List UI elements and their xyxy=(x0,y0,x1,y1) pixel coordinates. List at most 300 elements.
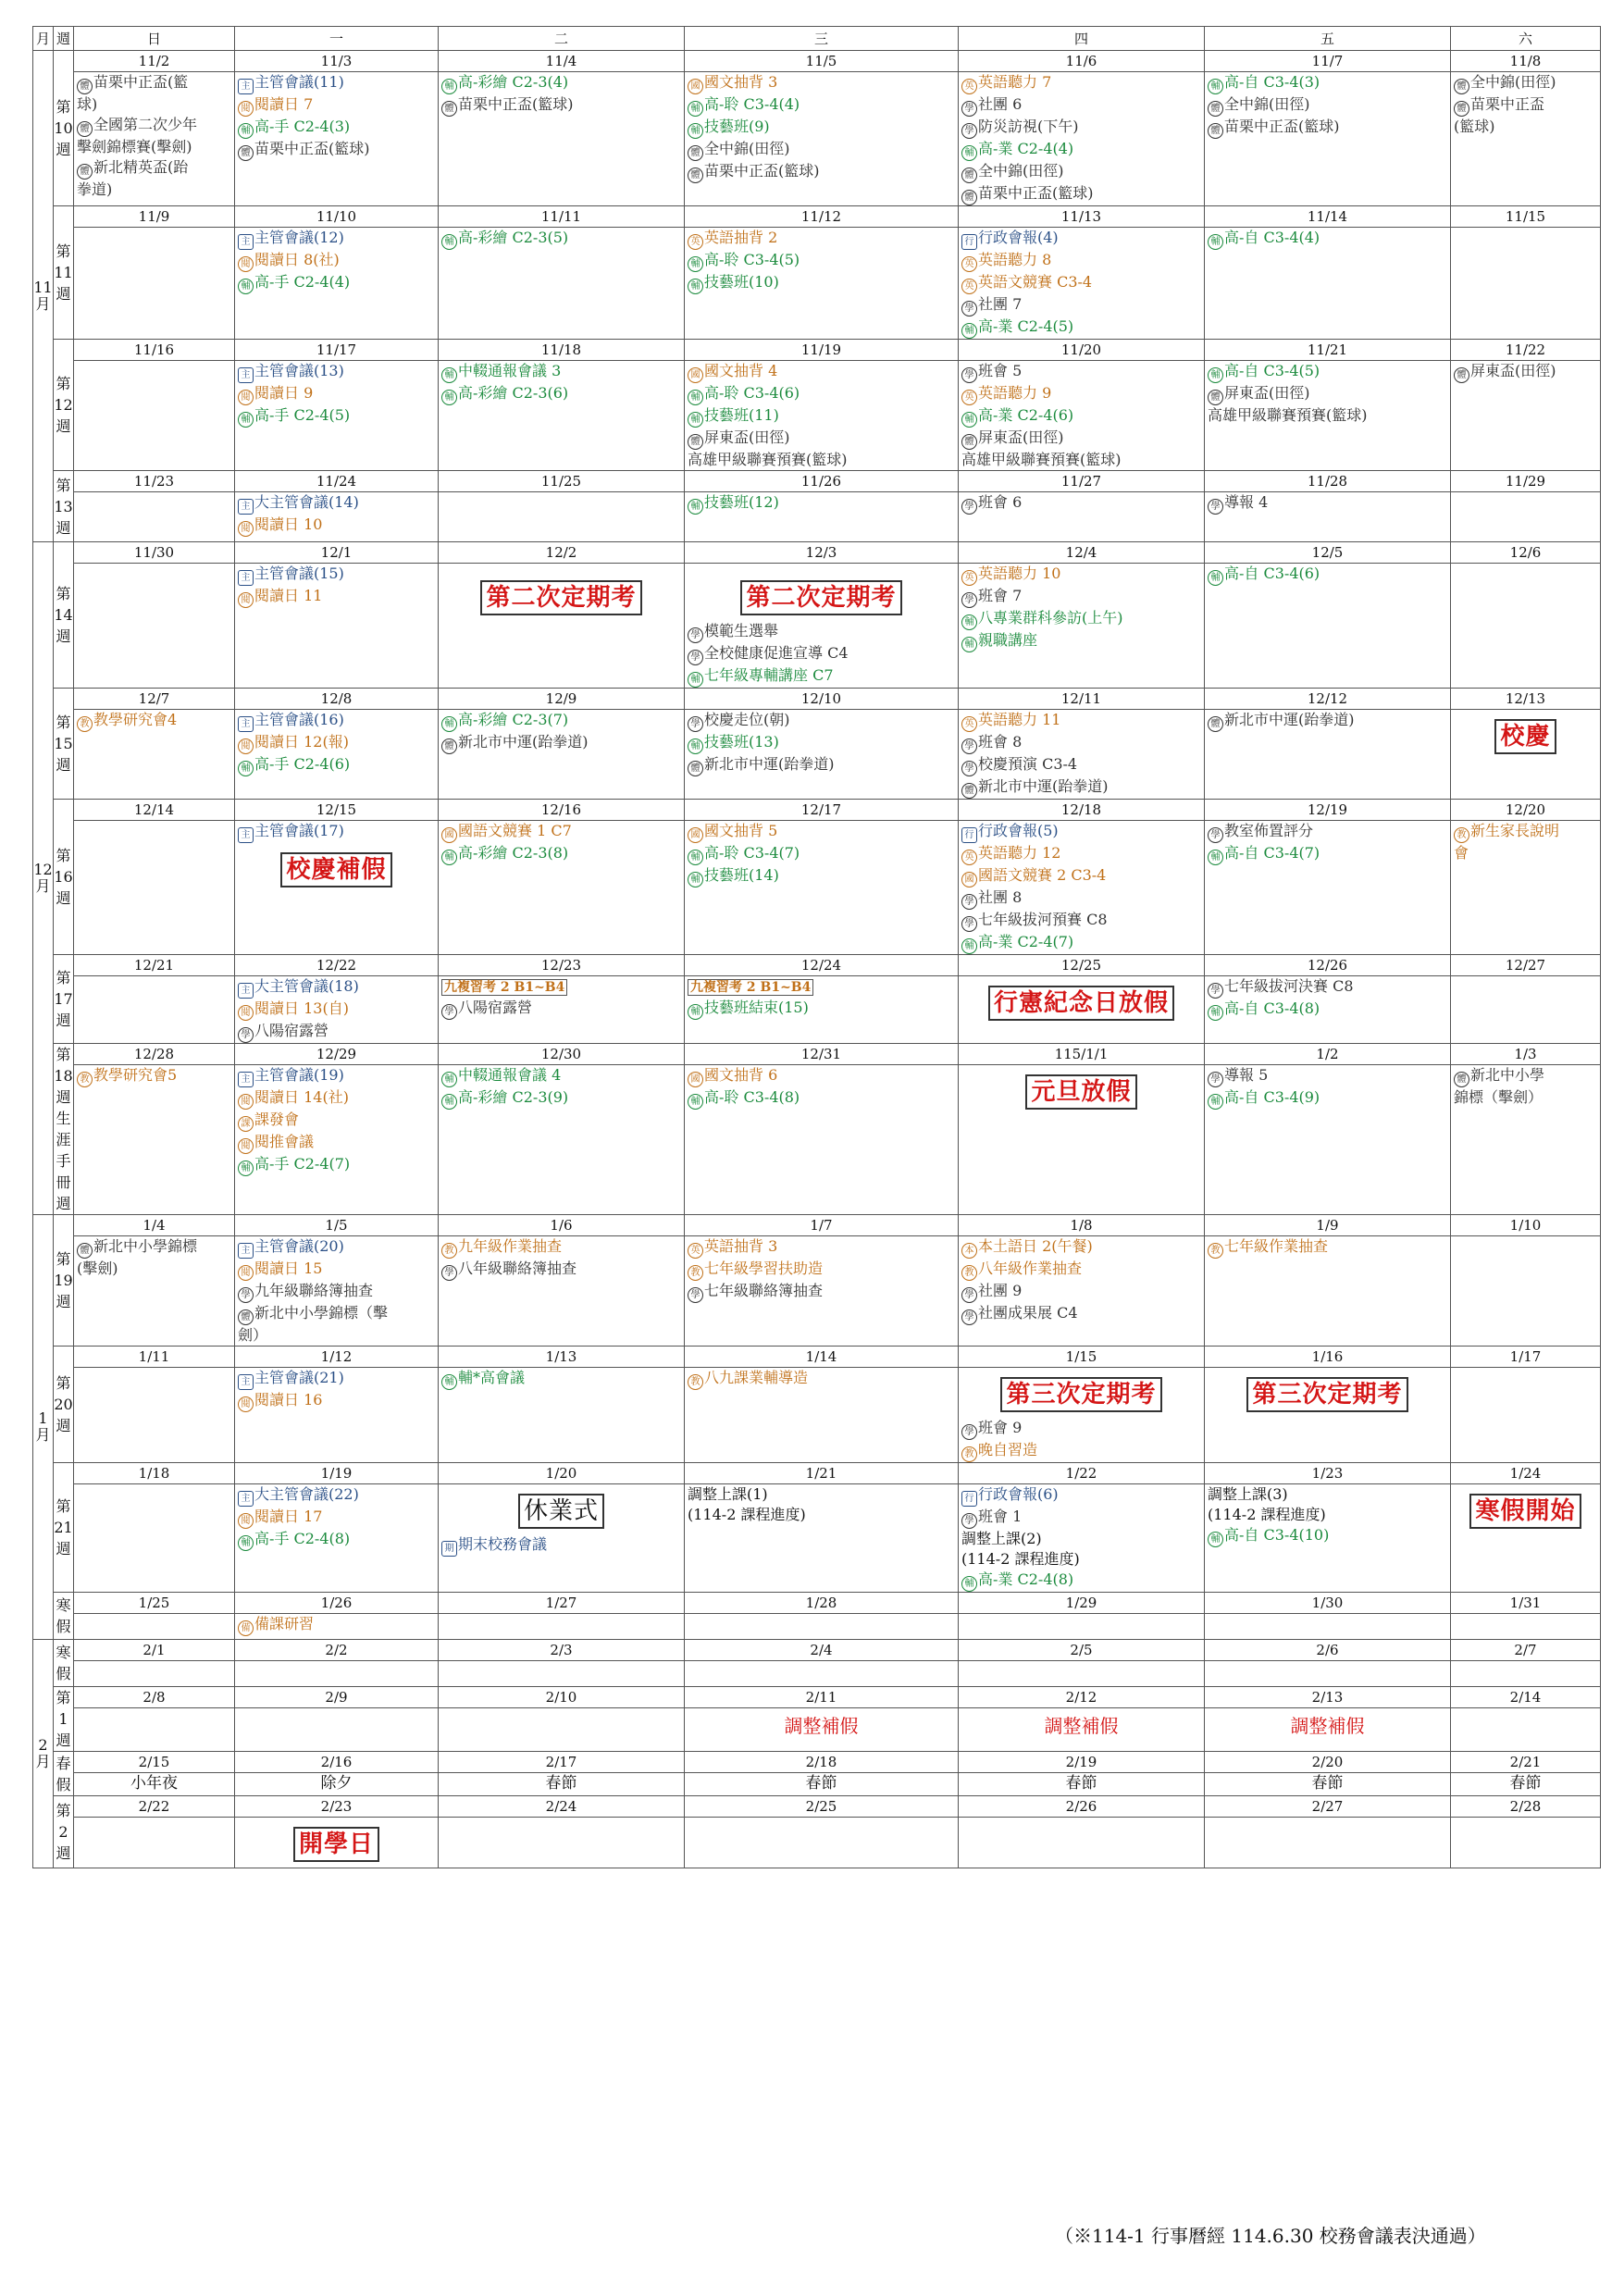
event-text: 七年級拔河決賽 C8 xyxy=(1224,977,1354,995)
category-icon: 輔 xyxy=(441,1374,457,1390)
event-item xyxy=(685,865,958,887)
footer-note: （※114-1 行事曆經 114.6.30 校務會議表決通過） xyxy=(1055,2225,1486,2247)
day-cell xyxy=(235,1687,439,1752)
exam-tag: 九複習考 2 B1~B4 xyxy=(688,979,813,996)
day-cell xyxy=(235,1215,439,1347)
header-wed: 三 xyxy=(685,27,959,51)
event-text: 調整上課(2) xyxy=(961,1530,1042,1547)
category-icon: 體 xyxy=(441,101,457,117)
date-label: 1/22 xyxy=(959,1463,1204,1484)
category-icon: 輔 xyxy=(688,872,703,887)
category-icon: 學 xyxy=(961,367,977,383)
category-icon: 輔 xyxy=(441,367,457,383)
date-label: 12/29 xyxy=(235,1044,438,1065)
category-icon: 輔 xyxy=(688,499,703,515)
date-label: 12/20 xyxy=(1451,800,1600,821)
date-label: 1/27 xyxy=(439,1593,684,1614)
day-cell xyxy=(74,51,235,206)
category-icon: 英 xyxy=(961,279,977,294)
day-cell xyxy=(235,1796,439,1868)
event-item xyxy=(959,361,1204,383)
date-label: 11/7 xyxy=(1205,51,1450,72)
header-sat: 六 xyxy=(1451,27,1601,51)
event-text: 導報 4 xyxy=(1224,493,1269,511)
event-text: 高-手 C2-4(4) xyxy=(254,273,351,291)
event-text: 親職講座 xyxy=(978,631,1038,649)
month-cell: 2 月 xyxy=(33,1640,54,1868)
event-item xyxy=(235,272,438,294)
date-label: 2/12 xyxy=(959,1687,1204,1708)
event-text: 社團成果展 C4 xyxy=(978,1304,1078,1322)
event-item xyxy=(1205,405,1450,426)
event-item xyxy=(74,115,234,157)
event-text: 全中錦(田徑) xyxy=(704,140,790,157)
event-text: 英語文競賽 C3-4 xyxy=(978,273,1093,291)
event-item xyxy=(235,1390,438,1412)
category-icon: 教 xyxy=(1454,827,1469,843)
event-item xyxy=(959,250,1204,272)
event-item xyxy=(959,294,1204,316)
category-icon: 主 xyxy=(238,1491,254,1507)
day-cell xyxy=(74,1640,235,1687)
event-item xyxy=(235,228,438,250)
event-item xyxy=(235,1110,438,1132)
event-item xyxy=(235,1614,438,1636)
day-cell xyxy=(439,1796,685,1868)
event-text: 高-聆 C3-4(4) xyxy=(704,95,800,113)
event-item xyxy=(959,887,1204,910)
category-icon: 輔 xyxy=(1208,850,1223,865)
event-item xyxy=(235,732,438,754)
event-text: 國語文競賽 2 C3-4 xyxy=(978,866,1107,884)
date-label: 1/19 xyxy=(235,1463,438,1484)
event-text: 高-業 C2-4(7) xyxy=(978,933,1074,950)
event-item xyxy=(235,72,438,94)
event-text: 屏東盃(田徑) xyxy=(1224,384,1310,402)
date-label: 11/10 xyxy=(235,206,438,228)
event-text: 八九課業輔導造 xyxy=(704,1369,809,1386)
event-text: 國文抽背 4 xyxy=(704,362,778,379)
event-text: 八陽宿露營 xyxy=(254,1022,329,1039)
event-item xyxy=(959,564,1204,586)
event-item xyxy=(959,1549,1204,1570)
week-label: 第 2 週 xyxy=(54,1796,74,1868)
date-label: 12/24 xyxy=(685,955,958,976)
holiday-note: 小年夜 xyxy=(130,1774,178,1793)
day-cell xyxy=(959,800,1205,955)
holiday-note: 調整補假 xyxy=(1044,1715,1119,1737)
category-icon: 輔 xyxy=(688,1004,703,1020)
day-cell xyxy=(685,1347,959,1463)
category-icon: 體 xyxy=(1208,101,1223,117)
day-cell xyxy=(685,1796,959,1868)
day-cell xyxy=(1205,51,1451,206)
category-icon: 英 xyxy=(961,390,977,405)
day-cell xyxy=(685,1687,959,1752)
event-text: 主管會議(11) xyxy=(254,73,344,91)
event-text: 高雄甲級聯賽預賽(籃球) xyxy=(1208,406,1368,424)
category-icon: 體 xyxy=(688,761,703,776)
event-item xyxy=(685,383,958,405)
event-text: 行政會報(5) xyxy=(978,822,1059,839)
category-icon: 學 xyxy=(961,101,977,117)
day-cell xyxy=(439,1463,685,1593)
date-label: 2/27 xyxy=(1205,1796,1450,1818)
event-item xyxy=(685,139,958,161)
category-icon: 英 xyxy=(961,716,977,732)
day-cell xyxy=(439,542,685,689)
event-text: 高-自 C3-4(4) xyxy=(1224,229,1320,246)
event-item xyxy=(959,228,1204,250)
category-icon: 輔 xyxy=(961,1576,977,1592)
day-cell xyxy=(1451,1347,1601,1463)
day-cell xyxy=(235,51,439,206)
event-item xyxy=(439,843,684,865)
event-text: 中輟通報會議 3 xyxy=(458,362,562,379)
day-cell xyxy=(685,689,959,800)
date-label: 1/9 xyxy=(1205,1215,1450,1236)
week-row xyxy=(33,955,1601,1044)
category-icon: 學 xyxy=(688,1287,703,1303)
category-icon: 閱 xyxy=(238,521,254,537)
category-icon: 期 xyxy=(441,1541,457,1557)
event-item xyxy=(685,450,958,470)
event-text: 新北精英盃(跆 拳道) xyxy=(77,158,189,198)
event-text: 苗栗中正盃(籃 球) xyxy=(77,73,189,113)
event-text: 英語抽背 3 xyxy=(704,1237,778,1255)
day-cell xyxy=(1205,1796,1451,1868)
day-cell xyxy=(439,689,685,800)
day-cell xyxy=(685,471,959,542)
event-text: 班會 6 xyxy=(978,493,1023,511)
event-item xyxy=(1205,976,1450,999)
date-label: 1/24 xyxy=(1451,1463,1600,1484)
event-text: 苗栗中正盃(籃球) xyxy=(704,162,820,180)
header-sun: 日 xyxy=(74,27,235,51)
category-icon: 學 xyxy=(961,916,977,932)
category-icon: 學 xyxy=(238,1287,254,1303)
event-text: 閱讀日 17 xyxy=(254,1508,323,1525)
event-item xyxy=(1205,1087,1450,1110)
event-text: 高-手 C2-4(8) xyxy=(254,1530,351,1547)
day-cell xyxy=(74,206,235,340)
event-text: 新北市中運(跆拳道) xyxy=(704,755,835,773)
category-icon: 輔 xyxy=(688,412,703,428)
event-item xyxy=(959,865,1204,887)
event-text: 新北市中運(跆拳道) xyxy=(978,777,1109,795)
date-label: 11/21 xyxy=(1205,340,1450,361)
date-label: 12/3 xyxy=(685,542,958,564)
event-item xyxy=(439,1065,684,1087)
event-item xyxy=(235,976,438,999)
category-icon: 體 xyxy=(688,434,703,450)
event-text: 教學研究會5 xyxy=(93,1066,178,1084)
category-icon: 主 xyxy=(238,367,254,383)
category-icon: 輔 xyxy=(238,761,254,776)
event-item xyxy=(959,821,1204,843)
week-label: 第 17 週 xyxy=(54,955,74,1044)
day-cell xyxy=(74,1593,235,1640)
date-label: 11/6 xyxy=(959,51,1204,72)
date-label: 12/4 xyxy=(959,542,1204,564)
day-cell xyxy=(439,471,685,542)
event-text: 全中錦(田徑) xyxy=(1470,73,1556,91)
date-label: 2/20 xyxy=(1205,1752,1450,1773)
event-item xyxy=(1451,1065,1600,1108)
event-text: 閱讀日 16 xyxy=(254,1391,323,1409)
event-item xyxy=(1205,710,1450,732)
event-item xyxy=(959,608,1204,630)
month-cell: 11 月 xyxy=(33,51,54,542)
event-text: 苗栗中正盃(籃球) xyxy=(458,95,574,113)
week-row xyxy=(33,1752,1601,1796)
day-cell xyxy=(685,51,959,206)
event-text: 班會 8 xyxy=(978,733,1023,751)
major-event-label: 第三次定期考 xyxy=(1246,1377,1407,1412)
event-item xyxy=(685,1368,958,1390)
category-icon: 主 xyxy=(238,716,254,732)
category-icon: 輔 xyxy=(1208,79,1223,94)
week-label: 寒 假 xyxy=(54,1640,74,1687)
event-item xyxy=(959,1529,1204,1549)
event-text: 高-聆 C3-4(7) xyxy=(704,844,800,862)
day-cell xyxy=(959,542,1205,689)
date-label: 12/21 xyxy=(74,955,234,976)
holiday-note: 春節 xyxy=(545,1774,577,1793)
event-text: 苗栗中正盃(籃球) xyxy=(978,184,1094,202)
event-text: 閱推會議 xyxy=(254,1133,315,1150)
header-fri: 五 xyxy=(1205,27,1451,51)
date-label: 1/4 xyxy=(74,1215,234,1236)
event-item xyxy=(959,383,1204,405)
event-text: 閱讀日 9 xyxy=(254,384,314,402)
event-text: 高-自 C3-4(7) xyxy=(1224,844,1320,862)
category-icon: 主 xyxy=(238,234,254,250)
event-item xyxy=(235,1281,438,1303)
date-label: 12/15 xyxy=(235,800,438,821)
event-text: (114-2 課程進度) xyxy=(961,1550,1080,1568)
category-icon: 英 xyxy=(961,256,977,272)
event-text: 苗栗中正盃(籃球) xyxy=(254,140,370,157)
date-label: 2/16 xyxy=(235,1752,438,1773)
week-label: 第 18 週 生 涯 手 冊 週 xyxy=(54,1044,74,1215)
holiday-note: 春節 xyxy=(1311,1774,1344,1793)
event-text: 高-彩繪 C2-3(9) xyxy=(458,1088,569,1106)
date-label: 11/3 xyxy=(235,51,438,72)
event-item xyxy=(439,1368,684,1390)
event-text: 新北市中運(跆拳道) xyxy=(1224,711,1355,728)
major-event-label: 第三次定期考 xyxy=(1000,1377,1161,1412)
date-label: 2/25 xyxy=(685,1796,958,1818)
day-cell xyxy=(1451,51,1601,206)
category-icon: 輔 xyxy=(238,279,254,294)
day-cell xyxy=(959,1463,1205,1593)
date-label: 12/10 xyxy=(685,689,958,710)
day-cell xyxy=(685,955,959,1044)
day-cell xyxy=(1205,471,1451,542)
date-label: 12/23 xyxy=(439,955,684,976)
date-label: 1/20 xyxy=(439,1463,684,1484)
event-item xyxy=(685,1087,958,1110)
event-text: 高-自 C3-4(6) xyxy=(1224,565,1320,582)
event-item xyxy=(439,1259,684,1281)
event-text: 模範生選舉 xyxy=(704,622,779,639)
event-item xyxy=(959,1281,1204,1303)
day-cell xyxy=(1205,542,1451,689)
day-cell xyxy=(1451,1752,1601,1796)
event-item xyxy=(685,405,958,428)
event-item xyxy=(959,1259,1204,1281)
major-event-label: 元旦放假 xyxy=(1025,1074,1136,1110)
event-item xyxy=(685,361,958,383)
day-cell xyxy=(1451,340,1601,471)
category-icon: 行 xyxy=(961,827,977,843)
day-cell xyxy=(1205,689,1451,800)
day-cell xyxy=(439,51,685,206)
event-text: 全國第二次少年 擊劍錦標賽(擊劍) xyxy=(77,116,198,155)
category-icon: 閱 xyxy=(238,390,254,405)
date-label: 12/14 xyxy=(74,800,234,821)
event-item xyxy=(959,117,1204,139)
category-icon: 閱 xyxy=(238,592,254,608)
event-text: 大主管會議(14) xyxy=(254,493,359,511)
event-text: 高-彩繪 C2-3(6) xyxy=(458,384,569,402)
event-item xyxy=(685,998,958,1020)
event-item xyxy=(1205,1236,1450,1259)
event-text: 高-自 C3-4(3) xyxy=(1224,73,1320,91)
day-cell xyxy=(235,471,439,542)
event-item xyxy=(1451,821,1600,863)
category-icon: 學 xyxy=(441,1265,457,1281)
day-cell xyxy=(235,1593,439,1640)
day-cell xyxy=(685,1640,959,1687)
event-text: 高-自 C3-4(5) xyxy=(1224,362,1320,379)
event-item xyxy=(959,316,1204,339)
event-text: 校慶走位(朝) xyxy=(704,711,790,728)
category-icon: 輔 xyxy=(1208,570,1223,586)
day-cell xyxy=(74,800,235,955)
date-label: 1/3 xyxy=(1451,1044,1600,1065)
event-item xyxy=(959,405,1204,428)
category-icon: 輔 xyxy=(688,1094,703,1110)
week-label: 第 19 週 xyxy=(54,1215,74,1347)
event-text: 技藝班(10) xyxy=(704,273,779,291)
day-cell xyxy=(959,1347,1205,1463)
date-label: 2/21 xyxy=(1451,1752,1600,1773)
category-icon: 學 xyxy=(961,894,977,910)
event-item xyxy=(685,428,958,450)
date-label: 2/28 xyxy=(1451,1796,1600,1818)
event-text: 調整上課(3) xyxy=(1208,1485,1288,1503)
category-icon: 輔 xyxy=(688,256,703,272)
event-text: 主管會議(16) xyxy=(254,711,344,728)
category-icon: 行 xyxy=(961,1491,977,1507)
header-week: 週 xyxy=(54,27,74,51)
event-text: 全中錦(田徑) xyxy=(978,162,1064,180)
event-text: 八陽宿露營 xyxy=(458,999,533,1016)
event-text: 高-手 C2-4(6) xyxy=(254,755,351,773)
event-text: 晚自習造 xyxy=(978,1441,1038,1458)
category-icon: 國 xyxy=(441,827,457,843)
date-label: 12/12 xyxy=(1205,689,1450,710)
major-event-label: 休業式 xyxy=(518,1494,604,1529)
date-label: 115/1/1 xyxy=(959,1044,1204,1065)
event-text: 期末校務會議 xyxy=(458,1535,548,1553)
date-label: 11/4 xyxy=(439,51,684,72)
date-label: 12/9 xyxy=(439,689,684,710)
day-cell xyxy=(685,542,959,689)
event-item xyxy=(235,492,438,515)
category-icon: 輔 xyxy=(441,716,457,732)
category-icon: 體 xyxy=(441,738,457,754)
event-text: 高-聆 C3-4(8) xyxy=(704,1088,800,1106)
event-text: 社團 8 xyxy=(978,888,1023,906)
date-label: 1/26 xyxy=(235,1593,438,1614)
school-calendar xyxy=(32,26,1601,1868)
date-label: 1/8 xyxy=(959,1215,1204,1236)
event-item xyxy=(439,821,684,843)
category-icon: 體 xyxy=(1454,1072,1469,1087)
category-icon: 輔 xyxy=(238,1160,254,1176)
day-cell xyxy=(1451,955,1601,1044)
event-item xyxy=(439,1534,684,1557)
event-item xyxy=(235,710,438,732)
category-icon: 體 xyxy=(77,79,93,94)
day-cell xyxy=(74,542,235,689)
event-text: 九年級作業抽查 xyxy=(458,1237,563,1255)
day-cell xyxy=(685,1044,959,1215)
category-icon: 體 xyxy=(77,164,93,180)
event-item xyxy=(959,843,1204,865)
header-tue: 二 xyxy=(439,27,685,51)
event-item xyxy=(685,1281,958,1303)
day-cell xyxy=(74,1347,235,1463)
event-text: 閱讀日 7 xyxy=(254,95,314,113)
day-cell xyxy=(1205,1752,1451,1796)
event-text: 高-業 C2-4(5) xyxy=(978,317,1074,335)
category-icon: 學 xyxy=(238,1027,254,1043)
event-text: 課發會 xyxy=(254,1111,300,1128)
day-cell xyxy=(235,1347,439,1463)
holiday-note: 除夕 xyxy=(320,1774,353,1793)
event-text: 高雄甲級聯賽預賽(籃球) xyxy=(688,451,848,468)
major-event-label: 校慶補假 xyxy=(280,852,391,887)
category-icon: 輔 xyxy=(961,412,977,428)
day-cell xyxy=(439,1347,685,1463)
category-icon: 閱 xyxy=(238,1396,254,1412)
event-item xyxy=(1205,843,1450,865)
event-text: 九年級聯絡簿抽查 xyxy=(254,1282,374,1299)
event-item xyxy=(1205,72,1450,94)
date-label: 2/14 xyxy=(1451,1687,1600,1708)
event-item xyxy=(1205,1525,1450,1547)
day-cell xyxy=(1451,1796,1601,1868)
date-label: 1/6 xyxy=(439,1215,684,1236)
date-label: 2/13 xyxy=(1205,1687,1450,1708)
event-item xyxy=(439,998,684,1020)
date-label: 12/11 xyxy=(959,689,1204,710)
day-cell xyxy=(1451,689,1601,800)
event-item xyxy=(1205,94,1450,117)
event-text: 新北中小學錦標（擊 劍） xyxy=(238,1304,389,1344)
month-cell: 1 月 xyxy=(33,1215,54,1640)
day-cell xyxy=(959,471,1205,542)
event-text: 閱讀日 12(報) xyxy=(254,733,349,751)
event-text: 高-彩繪 C2-3(7) xyxy=(458,711,569,728)
category-icon: 體 xyxy=(1454,101,1469,117)
day-cell xyxy=(235,689,439,800)
category-icon: 輔 xyxy=(441,234,457,250)
